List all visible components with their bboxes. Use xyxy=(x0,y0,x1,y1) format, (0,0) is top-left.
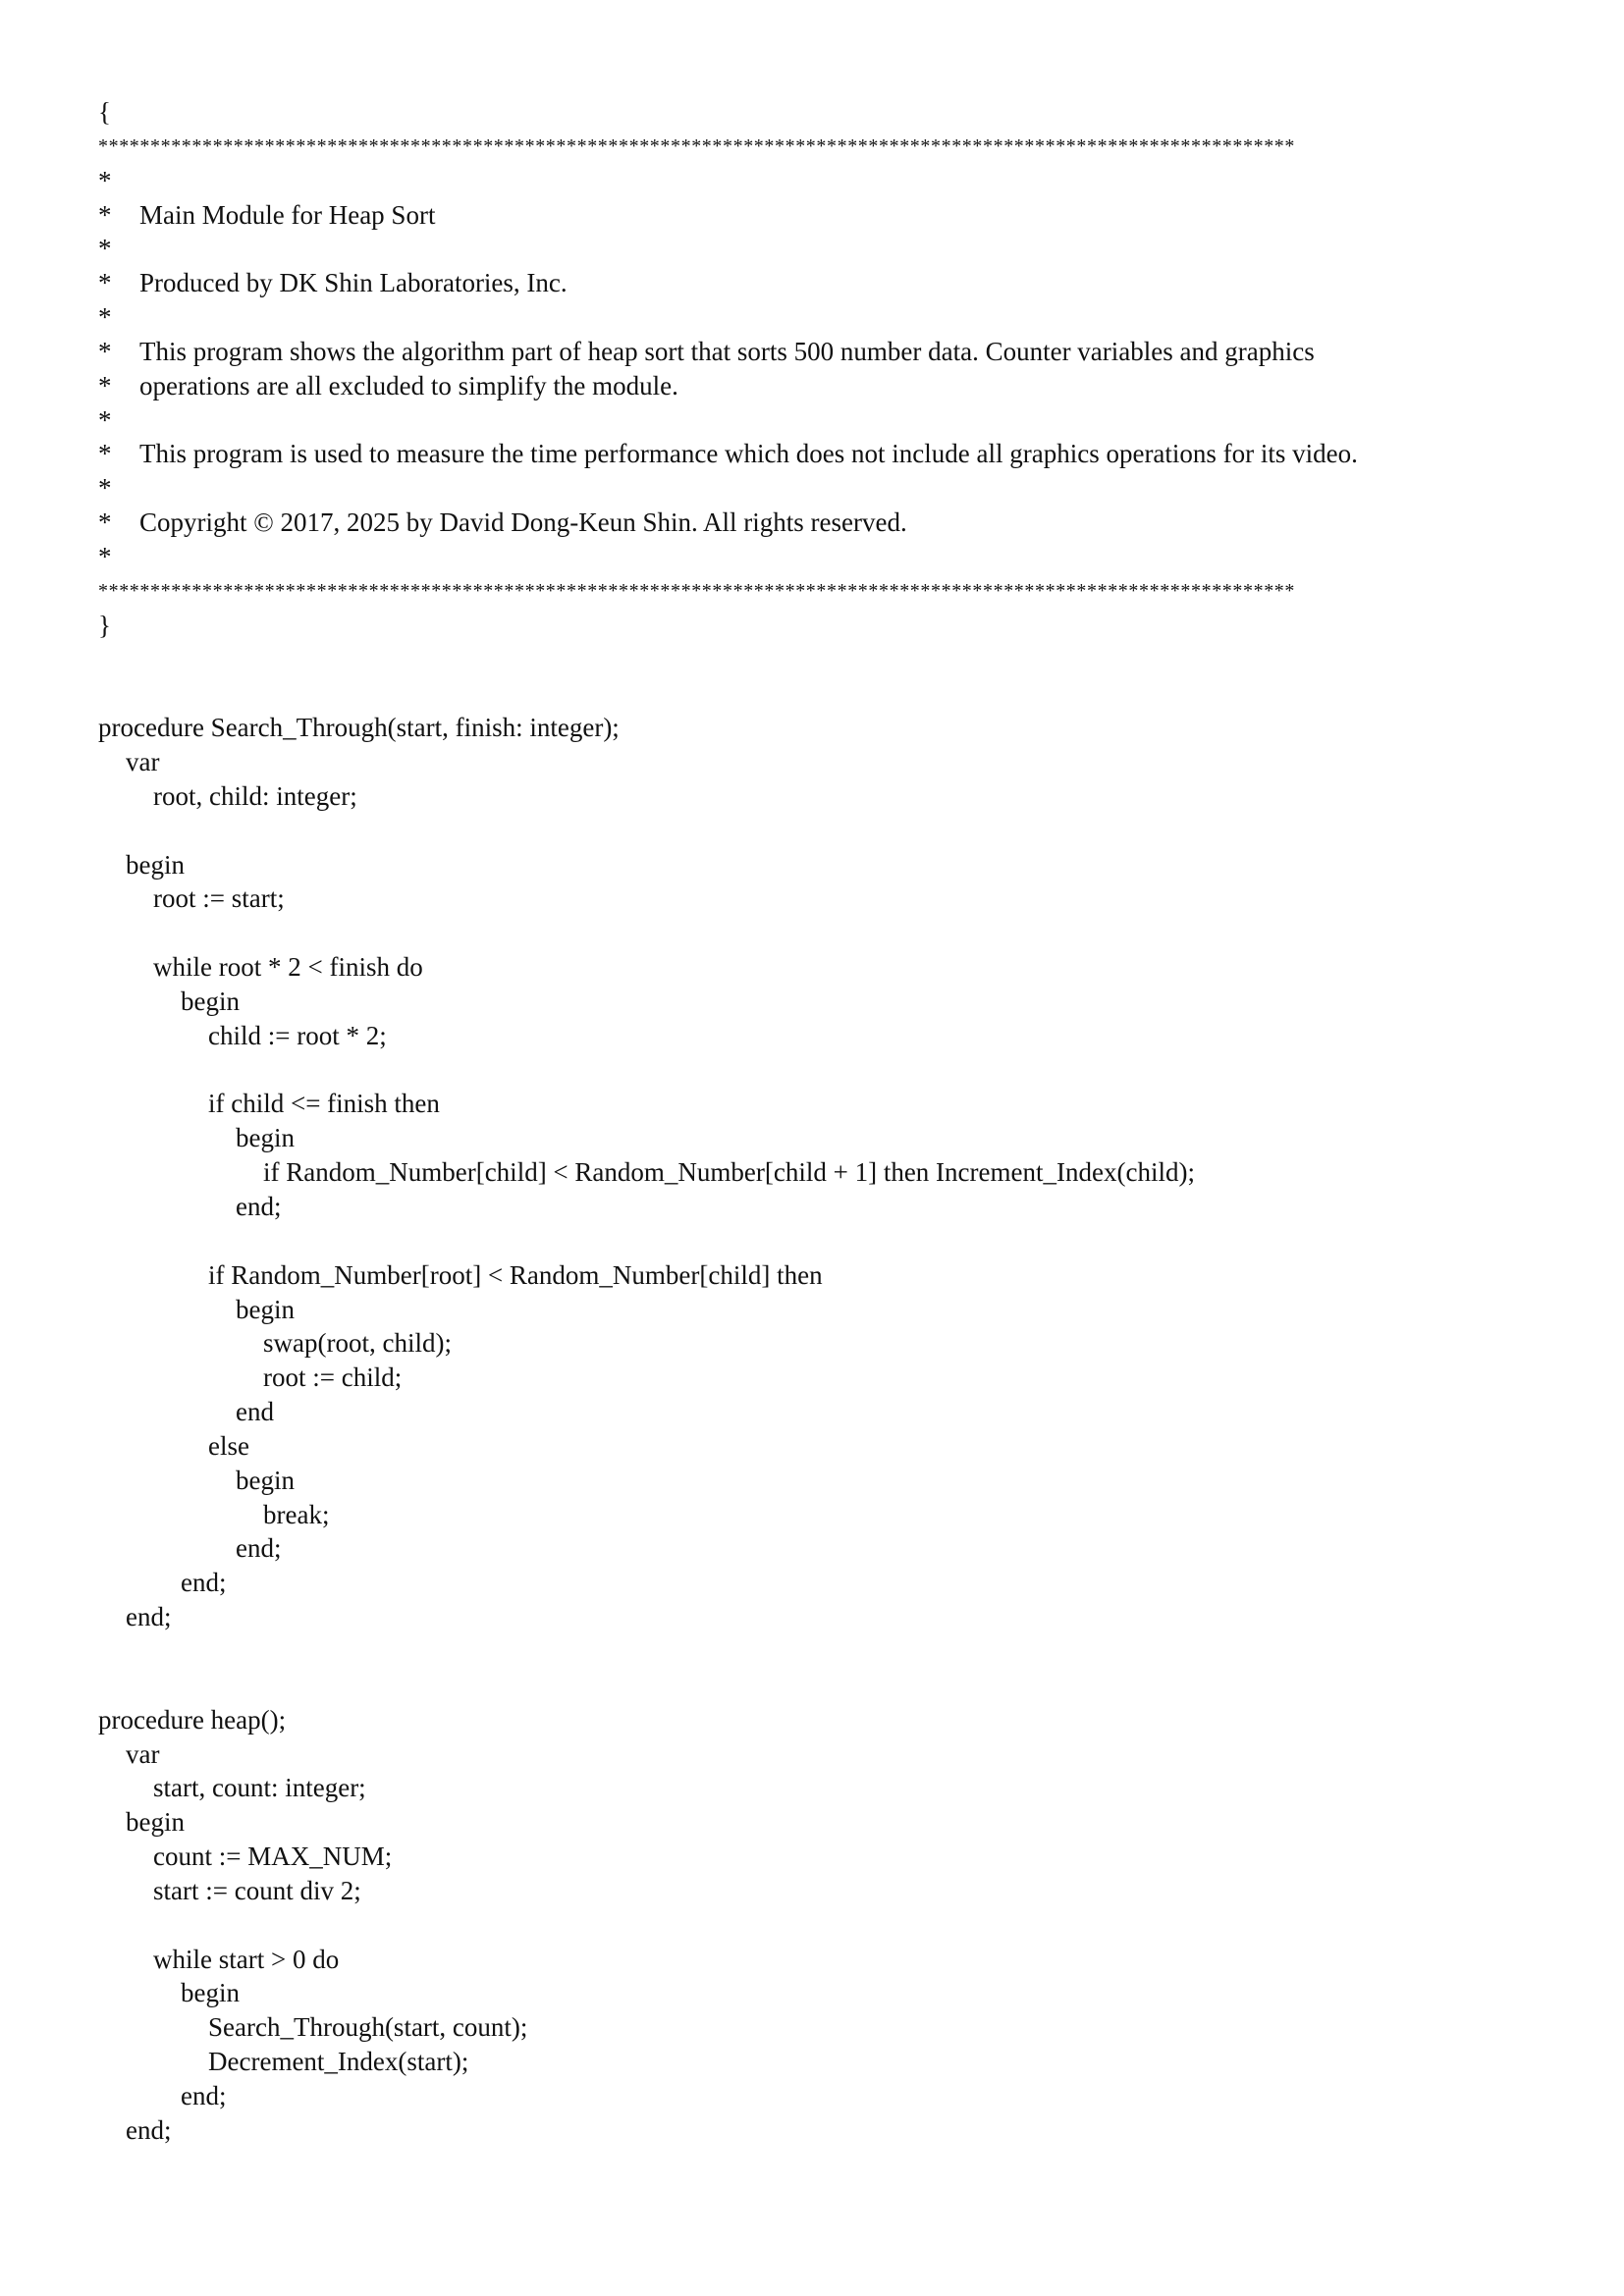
star-rule-bottom: ******************************************************************************************************************* xyxy=(98,579,1295,602)
comment-star: * xyxy=(98,439,112,469)
comment-star: * xyxy=(98,268,112,298)
begin-keyword: begin xyxy=(126,849,185,880)
producer-line xyxy=(98,266,1532,300)
description-line-2 xyxy=(98,369,1532,403)
blank-line xyxy=(98,1224,1532,1258)
code-line: count := MAX_NUM; xyxy=(153,1842,393,1872)
code-line: if child <= finish then xyxy=(208,1089,440,1119)
heap-signature: procedure heap(); xyxy=(98,1704,287,1735)
purpose-line xyxy=(98,437,1532,471)
title-line xyxy=(98,198,1532,233)
blank-line xyxy=(98,814,1532,848)
code-line: begin xyxy=(236,1465,295,1495)
purpose-text: This program is used to measure the time performance which does not include all graphics operations for its video. xyxy=(139,439,1358,469)
comment-star-line: * xyxy=(98,165,112,195)
copyright-line xyxy=(98,506,1532,540)
var-declarations: root, child: integer; xyxy=(153,780,357,811)
code-line: end; xyxy=(126,1602,172,1632)
code-line: begin xyxy=(181,1978,240,2008)
producer-text: Produced by DK Shin Laboratories, Inc. xyxy=(139,268,568,298)
search-through-signature: procedure Search_Through(start, finish: integer); xyxy=(98,713,620,743)
code-line: end xyxy=(236,1397,274,1427)
blank-line xyxy=(98,676,1532,711)
code-line: end; xyxy=(236,1533,282,1564)
code-line: if Random_Number[root] < Random_Number[child] then xyxy=(208,1259,823,1290)
description-text-2: operations are all excluded to simplify the module. xyxy=(139,370,678,400)
code-line: start := count div 2; xyxy=(153,1875,361,1905)
code-line: swap(root, child); xyxy=(263,1328,452,1359)
blank-line xyxy=(98,1669,1532,1703)
comment-star: * xyxy=(98,370,112,400)
code-line: root := child; xyxy=(263,1362,403,1393)
var-declarations: start, count: integer; xyxy=(153,1773,366,1803)
code-line: if Random_Number[child] < Random_Number[child + 1] then Increment_Index(child); xyxy=(263,1157,1195,1188)
blank-line xyxy=(98,643,1532,677)
description-line-1 xyxy=(98,335,1532,369)
code-line: else xyxy=(208,1430,249,1461)
star-rule-top: ******************************************************************************************************************* xyxy=(98,134,1295,157)
comment-star-line: * xyxy=(98,302,112,333)
comment-star-line: * xyxy=(98,541,112,571)
code-line: root := start; xyxy=(153,883,285,914)
comment-star: * xyxy=(98,336,112,366)
comment-star: * xyxy=(98,507,112,538)
comment-star-line: * xyxy=(98,234,112,264)
blank-line xyxy=(98,916,1532,950)
code-line: child := root * 2; xyxy=(208,1020,387,1050)
comment-star-line: * xyxy=(98,473,112,504)
search-through-procedure xyxy=(98,711,1532,1634)
begin-keyword: begin xyxy=(126,1807,185,1838)
code-line: Decrement_Index(start); xyxy=(208,2047,469,2077)
copyright-text: Copyright © 2017, 2025 by David Dong-Keun Shin. All rights reserved. xyxy=(139,507,907,538)
code-line: end; xyxy=(181,2080,227,2110)
code-line: begin xyxy=(181,986,240,1016)
code-line: begin xyxy=(236,1294,295,1324)
close-brace: } xyxy=(98,610,111,640)
open-brace: { xyxy=(98,97,111,127)
code-line: end; xyxy=(126,2114,172,2145)
comment-star: * xyxy=(98,199,112,230)
heap-procedure xyxy=(98,1703,1532,2148)
module-title: Main Module for Heap Sort xyxy=(139,199,436,230)
description-text-1: This program shows the algorithm part of heap sort that sorts 500 number data. Counter variables and graphics xyxy=(139,336,1315,366)
code-line: break; xyxy=(263,1499,330,1529)
header-comment-block xyxy=(98,95,1532,643)
comment-star-line: * xyxy=(98,404,112,435)
code-line: end; xyxy=(181,1568,227,1598)
blank-line xyxy=(98,1908,1532,1943)
source-listing xyxy=(98,95,1532,2148)
code-line: Search_Through(start, count); xyxy=(208,2012,528,2043)
var-keyword: var xyxy=(126,1738,160,1769)
code-line: end; xyxy=(236,1192,282,1221)
var-keyword: var xyxy=(126,747,160,777)
blank-line xyxy=(98,1634,1532,1669)
code-line: while start > 0 do xyxy=(153,1944,340,1974)
code-line: begin xyxy=(236,1123,295,1153)
code-line: while root * 2 < finish do xyxy=(153,952,423,983)
blank-line xyxy=(98,1053,1532,1088)
